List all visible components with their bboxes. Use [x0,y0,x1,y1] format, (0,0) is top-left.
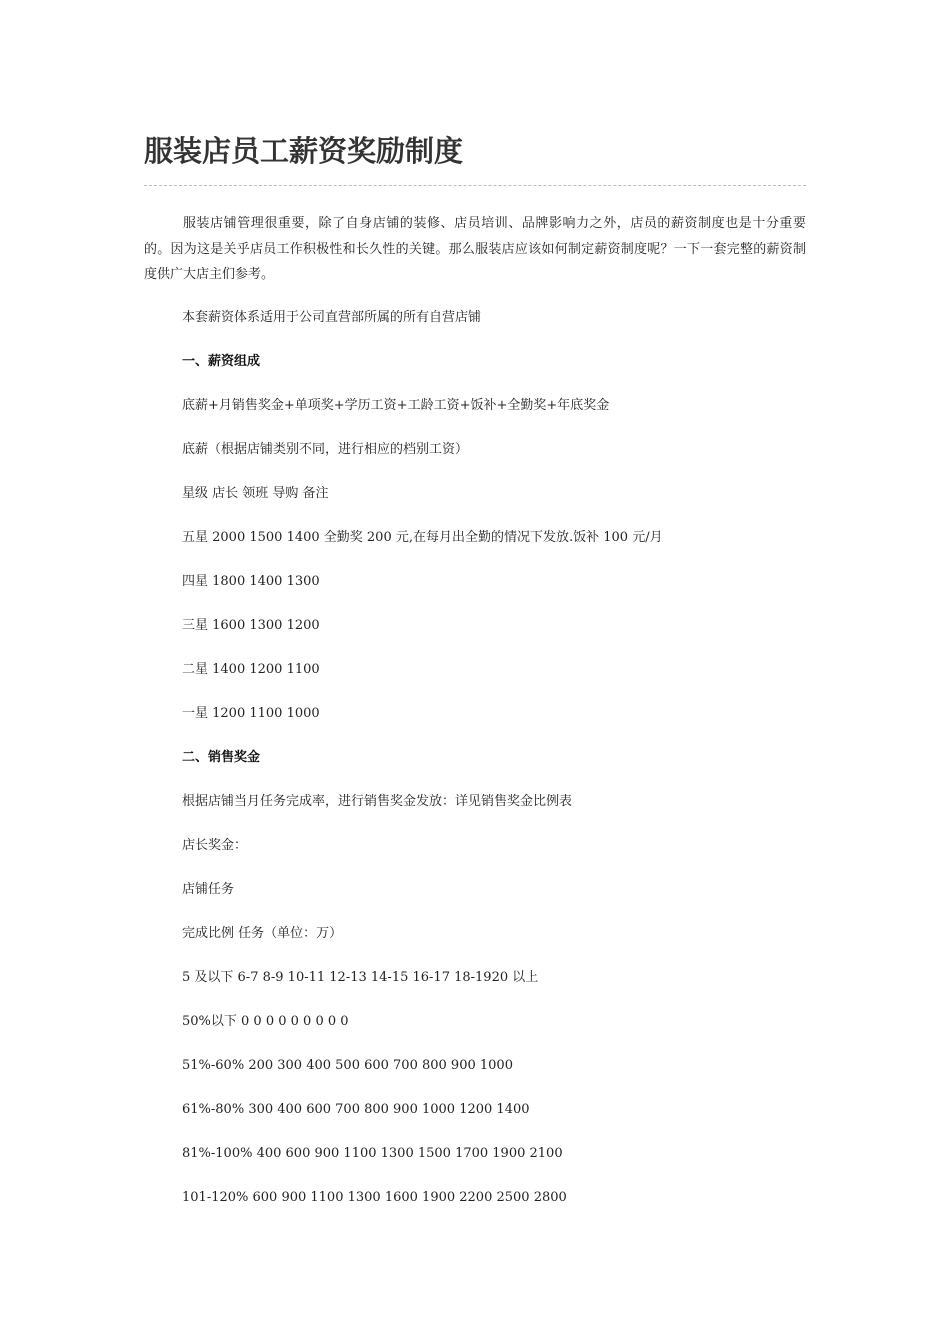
salary-formula-paragraph: 底薪+月销售奖金+单项奖+学历工资+工龄工资+饭补+全勤奖+年底奖金 [182,398,610,413]
manager-bonus-label: 店长奖金： [182,838,248,853]
salary-table-header: 星级 店长 领班 导购 备注 [182,486,329,501]
store-task-label: 店铺任务 [182,882,235,897]
sales-bonus-paragraph: 根据店铺当月任务完成率，进行销售奖金发放：详见销售奖金比例表 [182,794,573,809]
section-heading-salary-composition: 一、薪资组成 [182,354,261,369]
intro-paragraph: 服装店铺管理很重要，除了自身店铺的装修、店员培训、品牌影响力之外，店员的薪资制度也是十分重要的。因为这是关乎店员工作积极性和长久性的关键。那么服装店应该如何制定薪资制度呢？一下一套完整的薪资制度供广大店主们参考。 [144,216,806,282]
document-title: 服装店员工薪资奖励制度 [144,134,464,168]
salary-row-four-star: 四星 1800 1400 1300 [182,574,320,589]
bonus-row-51-60: 51%-60% 200 300 400 500 600 700 800 900 1000 [182,1058,513,1073]
bonus-row-101-120: 101-120% 600 900 1100 1300 1600 1900 2200 2500 2800 [182,1190,567,1205]
bonus-table-task-ranges: 5 及以下 6-7 8-9 10-11 12-13 14-15 16-17 18-1920 以上 [182,970,539,985]
bonus-row-below-50: 50%以下 0 0 0 0 0 0 0 0 0 [182,1014,349,1029]
base-salary-paragraph: 底薪（根据店铺类别不同，进行相应的档别工资） [182,442,469,457]
salary-row-one-star: 一星 1200 1100 1000 [182,706,320,721]
bonus-row-61-80: 61%-80% 300 400 600 700 800 900 1000 1200 1400 [182,1102,530,1117]
bonus-table-header: 完成比例 任务（单位：万） [182,926,343,941]
bonus-row-81-100: 81%-100% 400 600 900 1100 1300 1500 1700 1900 2100 [182,1146,563,1161]
section-heading-sales-bonus: 二、销售奖金 [182,750,261,765]
salary-row-five-star: 五星 2000 1500 1400 全勤奖 200 元,在每月出全勤的情况下发放.饭补 100 元/月 [182,530,663,545]
salary-row-two-star: 二星 1400 1200 1100 [182,662,320,677]
salary-row-three-star: 三星 1600 1300 1200 [182,618,320,633]
scope-paragraph: 本套薪资体系适用于公司直营部所属的所有自营店铺 [182,310,482,325]
title-divider [144,185,806,186]
